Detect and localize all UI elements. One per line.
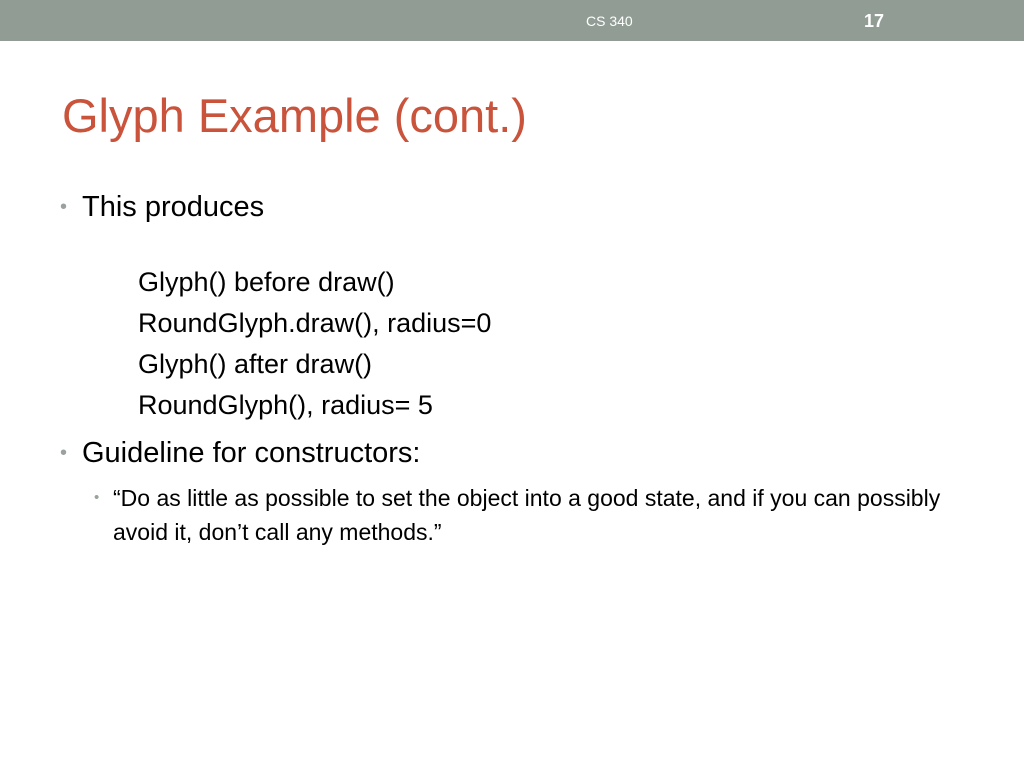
- output-line: RoundGlyph(), radius= 5: [138, 390, 433, 420]
- header-bar: [0, 0, 1024, 41]
- sub-bullet-dot-icon: •: [94, 489, 100, 506]
- bullet-text: This produces: [82, 191, 265, 223]
- bullet-dot-icon: •: [60, 442, 68, 464]
- bullet-guideline: [60, 436, 421, 470]
- slide-title: Glyph Example (cont.): [62, 89, 527, 142]
- bullet-text: Guideline for constructors:: [82, 437, 421, 469]
- output-line: RoundGlyph.draw(), radius=0: [138, 308, 492, 338]
- output-line: Glyph() after draw(): [138, 349, 373, 379]
- quote-text: “Do as little as possible to set the object into a good state, and if you can possibly avoid it, don’t call any methods.”: [113, 485, 941, 545]
- bullet-dot-icon: •: [60, 196, 68, 218]
- output-line: Glyph() before draw(): [138, 267, 395, 297]
- course-label: CS 340: [586, 13, 633, 29]
- sub-bullet-quote: [94, 481, 943, 549]
- bullet-this-produces: [60, 190, 265, 224]
- output-block: [138, 262, 491, 426]
- slide-number: 17: [864, 11, 885, 31]
